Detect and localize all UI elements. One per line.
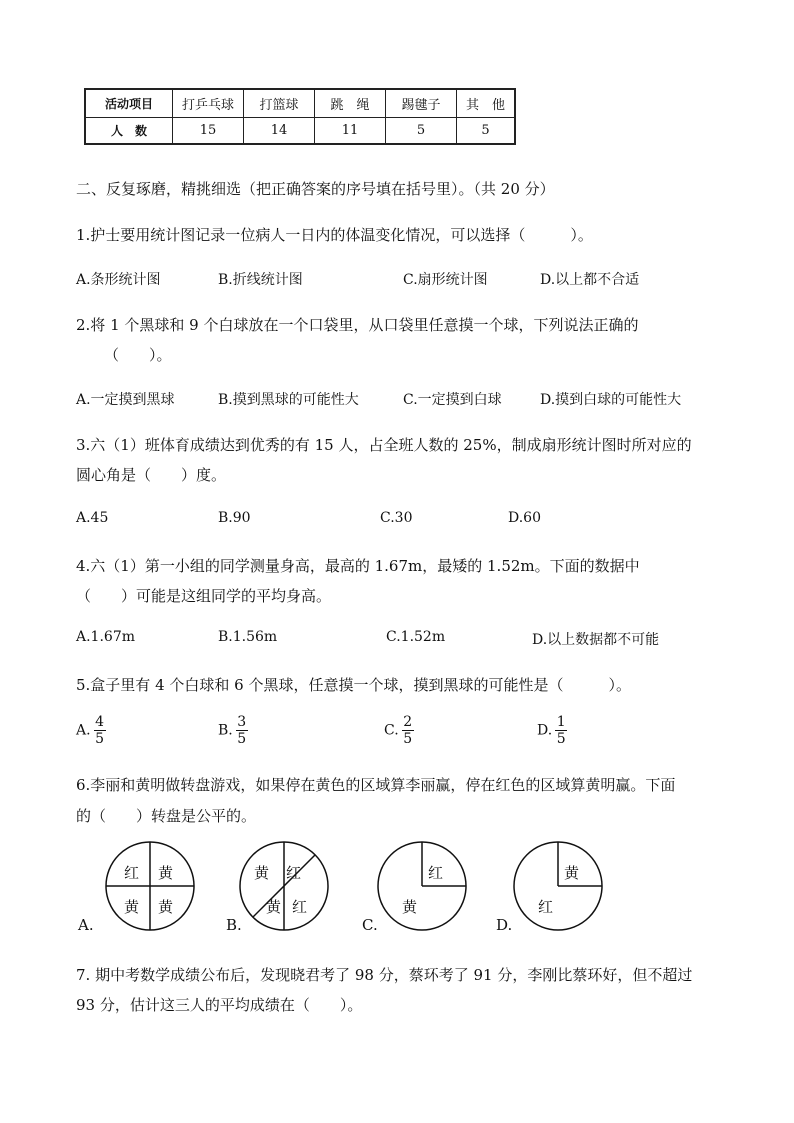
spinner-a-red-1: 红 [124, 864, 140, 882]
question-3-line-2: 圆心角是（ ）度。 [76, 466, 227, 484]
denominator: 5 [95, 731, 105, 747]
spinner-b-red-2: 红 [292, 898, 308, 916]
q2-option-a: A.一定摸到黑球 [76, 392, 175, 408]
table-row [85, 118, 515, 144]
denominator: 5 [403, 731, 413, 747]
question-7-line-1: 7. 期中考数学成绩公布后，发现晓君考了 98 分，蔡环考了 91 分，李刚比蔡环好，但不超过 [76, 966, 693, 984]
q4-option-c: C.1.52m [386, 629, 446, 645]
denominator: 5 [237, 731, 247, 747]
numerator: 1 [556, 714, 566, 730]
q5-option-c-label: C. [384, 722, 399, 739]
table-row [85, 89, 515, 118]
q3-option-d: D.60 [508, 510, 541, 526]
spinner-a-yellow-3: 黄 [158, 898, 174, 916]
spinner-b-yellow-2: 黄 [266, 898, 282, 916]
table-cell: 15 [173, 118, 244, 144]
fraction [402, 714, 414, 747]
q5-option-c [384, 714, 414, 747]
table-cell: 11 [315, 118, 386, 144]
q1-option-a: A.条形统计图 [76, 272, 161, 288]
table-header-cell: 人 数 [85, 118, 173, 144]
q5-option-b [218, 714, 248, 747]
spinner-b-label: B. [226, 916, 242, 934]
q1-option-b: B.折线统计图 [218, 272, 303, 288]
activity-table [84, 88, 516, 145]
q5-option-d [537, 714, 567, 747]
spinner-b-red-1: 红 [286, 864, 302, 882]
numerator: 4 [95, 714, 105, 730]
spinner-c [362, 842, 466, 934]
q1-option-d: D.以上都不合适 [540, 272, 640, 288]
spinner-a-yellow-2: 黄 [124, 898, 140, 916]
numerator: 2 [403, 714, 413, 730]
q5-option-b-label: B. [218, 722, 233, 739]
q5-option-a [76, 714, 106, 747]
q3-option-a: A.45 [76, 510, 109, 526]
spinner-diagrams [70, 840, 630, 940]
question-4-line-1: 4.六（1）第一小组的同学测量身高，最高的 1.67m，最矮的 1.52m。下面的数据中 [76, 557, 640, 575]
spinner-a-label: A. [78, 916, 94, 934]
spinner-d [496, 842, 602, 934]
question-1: 1.护士要用统计图记录一位病人一日内的体温变化情况，可以选择（ ）。 [76, 226, 593, 244]
q2-option-c: C.一定摸到白球 [403, 392, 502, 408]
question-4-line-2: （ ）可能是这组同学的平均身高。 [76, 587, 332, 605]
fraction [94, 714, 106, 747]
table-cell: 打乒乓球 [173, 89, 244, 118]
spinner-c-yellow: 黄 [402, 898, 418, 916]
spinner-c-label: C. [362, 916, 378, 934]
table-cell: 5 [457, 118, 516, 144]
spinner-a [77, 842, 194, 934]
table-cell: 14 [244, 118, 315, 144]
table-cell: 踢毽子 [386, 89, 457, 118]
q3-option-b: B.90 [218, 510, 251, 526]
table-cell: 打篮球 [244, 89, 315, 118]
q4-option-d: D.以上数据都不可能 [532, 632, 660, 648]
q5-option-d-label: D. [537, 722, 553, 739]
table-cell: 其 他 [457, 89, 516, 118]
q2-option-b: B.摸到黑球的可能性大 [218, 392, 359, 408]
spinner-c-red: 红 [428, 864, 444, 882]
section-title: 二、反复琢磨，精挑细选（把正确答案的序号填在括号里）。（共 20 分） [76, 180, 555, 198]
spinner-d-yellow: 黄 [564, 864, 580, 882]
spinner-b-yellow-1: 黄 [254, 864, 270, 882]
q4-option-a: A.1.67m [76, 629, 136, 645]
spinner-b [226, 842, 328, 934]
q4-option-b: B.1.56m [218, 629, 278, 645]
table-header-cell: 活动项目 [85, 89, 173, 118]
numerator: 3 [237, 714, 247, 730]
spinner-a-yellow-1: 黄 [158, 864, 174, 882]
spinner-d-label: D. [496, 916, 513, 934]
question-3-line-1: 3.六（1）班体育成绩达到优秀的有 15 人，占全班人数的 25%，制成扇形统计图时所对应的 [76, 436, 692, 454]
denominator: 5 [556, 731, 566, 747]
question-2-line-1: 2.将 1 个黑球和 9 个白球放在一个口袋里，从口袋里任意摸一个球，下列说法正确的 [76, 316, 639, 334]
q3-option-c: C.30 [380, 510, 413, 526]
fraction [236, 714, 248, 747]
question-2-line-2: （ ）。 [104, 346, 172, 364]
table-cell: 跳 绳 [315, 89, 386, 118]
q2-option-d: D.摸到白球的可能性大 [540, 392, 682, 408]
q1-option-c: C.扇形统计图 [403, 272, 488, 288]
table-cell: 5 [386, 118, 457, 144]
question-6-line-1: 6.李丽和黄明做转盘游戏，如果停在黄色的区域算李丽赢，停在红色的区域算黄明赢。下面 [76, 776, 676, 794]
question-7-line-2: 93 分，估计这三人的平均成绩在（ ）。 [76, 996, 363, 1014]
question-6-line-2: 的（ ）转盘是公平的。 [76, 807, 257, 825]
fraction [555, 714, 567, 747]
spinner-d-red: 红 [538, 898, 554, 916]
question-5: 5.盒子里有 4 个白球和 6 个黑球，任意摸一个球，摸到黑球的可能性是（ ）。 [76, 676, 631, 694]
q5-option-a-label: A. [76, 722, 91, 739]
